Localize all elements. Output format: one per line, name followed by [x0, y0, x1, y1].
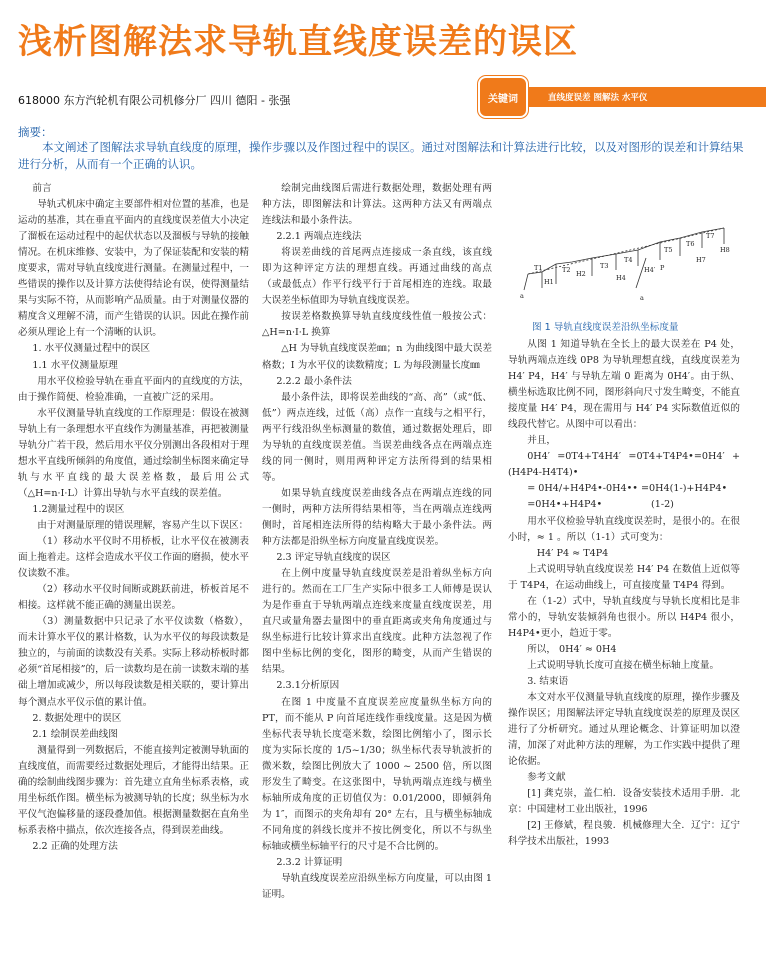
equation: H4′ P4 ≈ T4P4 [536, 547, 609, 559]
paragraph: 由于对测量原理的错误理解，容易产生以下误区： [37, 519, 249, 531]
abstract-label: 摘要： [18, 125, 53, 139]
paragraph: 上式说明导轨长度可直接在横坐标轴上度量。 [527, 659, 720, 671]
paragraph: 测量得到一列数据后，不能直接判定被测导轨面的直线度值，而需要经过数据处理后，才能得出结果。正确的绘制曲线图步骤为：首先建立直角坐标系表格，或用坐标纸作图。横坐标为被测导轨的长度；纵坐标为水平仪气泡偏移量的逐段叠加值。根据测量数据在直角坐标系表格中描点，依次连接各点，得到误差曲线。 [18, 744, 249, 836]
paragraph: （2）移动水平仪时间断或跳跃前进，桥板首尾不相接。这样就不能正确的测量出误差。 [18, 584, 249, 612]
figure-label: P [660, 264, 665, 272]
paragraph: 将误差曲线的首尾两点连接成一条直线，该直线即为这种评定方法的理想直线。再通过曲线的高点（或最低点）作平行线平行于首尾相连的连线。取最大误差坐标值即为导轨直线度误差。 [262, 247, 492, 307]
paragraph: 用水平仪检验导轨直线度误差时，是很小的。在很小时，≈ 1 。所以（1-1）式可变为： [508, 515, 740, 543]
section-heading: 2.2.2 最小条件法 [276, 375, 352, 387]
references-heading: 参考文献 [527, 772, 566, 784]
paragraph: 前言 [32, 183, 52, 194]
figure-label: H2 [576, 270, 586, 278]
abstract-text: 本文阐述了图解法求导轨直线度的原理，操作步骤以及作图过程中的误区。通过对图解法和计算法进行比较，以及对图形的误差和计算结果进行分析，从而有一个正确的认识。 [18, 140, 744, 171]
section-heading: 1.2测量过程中的误区 [32, 503, 125, 515]
figure-label: H1 [544, 278, 554, 286]
paragraph: 导轨式机床中确定主要部件相对位置的基准，也是运动的基准，其在垂直平面内的直线度误差值大小决定了溜板在运动过程中的起伏状态以及溜板与导轨的接触情况。在机床维修、安装中，为了保证装配和安装的精度要求，需对导轨直线度进行测量。在测量过程中，一些错误的操作以及计算方法使得结论有误，使得测量结果与实际不符，从而影响产品质量。由于对测量仪器的精度含义理解不清，而产生错误的认识。因此在操作前必须从理论上有一个清晰的认识。 [18, 199, 249, 339]
section-heading: 3. 结束语 [527, 675, 569, 687]
section-heading: 2.3.2 计算证明 [276, 856, 343, 868]
reference-item: [2] 王修斌，程良骏．机械修理大全．辽宁：辽宁科学技术出版社，1993 [508, 820, 740, 848]
figure-label: H8 [720, 246, 730, 254]
figure-label: a [640, 294, 644, 302]
paragraph: 从图 1 知道导轨在全长上的最大误差在 P4 处，导轨两端点连线 0P8 为导轨理想直线，直线度误差为 H4′ P4，H4′ 与导轨左端 0 距离为 0H4′。由于纵、横坐标选取比例不同，图形斜向尺寸发生畸变，不能直接度量 H4′ P4，现在需用与 H4′ P4 实际数值近似的线段代替它。从图中可以看出： [508, 339, 740, 431]
paragraph: 绘制完曲线图后需进行数据处理，数据处理有两种方法，即图解法和计算法。这两种方法又有两端点连线法和最小条件法。 [262, 183, 492, 227]
paragraph: 在上例中度量导轨直线度误差是沿着纵坐标方向进行的。然而在工厂生产实际中很多工人师傅是误认为是作垂直于导轨两端点连线来度量直线度误差，用直尺或量角器去量图中的垂直距离或夹角角度通过与纵坐标进行比较计算求出直线度。此种方法忽视了作图中坐标比例的变化，图形的畸变，从而产生错误的结果。 [262, 568, 492, 676]
paragraph: 上式说明导轨直线度误差 H4′ P4 在数值上近似等于 T4P4，在运动曲线上，可直接度量 T4P4 得到。 [508, 563, 740, 591]
figure-label: T5 [664, 246, 673, 254]
column-2 [262, 181, 492, 903]
figure-label: T6 [686, 240, 695, 248]
figure-label: a [520, 292, 524, 300]
section-heading: 2.3.1分析原因 [276, 680, 340, 692]
equation: 所以， 0H4′ ≈ 0H4 [527, 643, 617, 655]
paragraph: 按误差格数换算导轨直线度线性值一般按公式：△H=n·I·L 换算 [262, 311, 492, 339]
section-heading: 2.2 正确的处理方法 [32, 840, 118, 852]
paragraph: 水平仪测量导轨直线度的工作原理是：假设在被测导轨上有一条理想水平直线作为测量基准，再把被测量导轨分广若干段，然后用水平仪分别测出各段相对于理想水平直线所倾斜的角度值，通过绘制坐标图来确定导轨与水平直线的最大误差格数，最后用公式（△H=n·I·L）计算出导轨与水平直线的误差值。 [18, 407, 249, 499]
keyword-badge: 关键词 [478, 76, 528, 118]
equation: 0H4′ =0T4+T4H4′ =0T4+T4P4•=0H4′ +(H4P4-H4T4)• [508, 451, 740, 479]
paragraph: 本文对水平仪测量导轨直线度的原理，操作步骤及操作误区；用图解法评定导轨直线度误差的原理及误区进行了分析研究。通过从理论概念、计算证明加以澄清，加深了对此种方法的理解，为工作实践中提供了理论依据。 [508, 692, 740, 768]
equation: = 0H4/+H4P4•-0H4•• =0H4(1-)+H4P4• [527, 483, 728, 495]
figure-label: T7 [706, 232, 715, 240]
figure-label: H4′ [644, 266, 656, 274]
figure-caption: 图 1 导轨直线度误差沿纵坐标度量 [532, 322, 679, 333]
figure-label: T4 [624, 256, 633, 264]
figure-label: T1 [534, 264, 543, 272]
figure-1 [520, 222, 746, 314]
section-heading: 1.1 水平仪测量原理 [32, 359, 118, 371]
paragraph: 用水平仪检验导轨在垂直平面内的直线度的方法，由于操作简便、检验准确，一直被广泛的采用。 [18, 375, 249, 403]
figure-label: T2 [562, 266, 571, 274]
figure-label: T3 [600, 262, 609, 270]
paragraph: 并且， [527, 435, 556, 447]
figure-label: H7 [696, 256, 706, 264]
paragraph: 最小条件法，即将误差曲线的“高、高”（或“低、低”）两点连线，过低（高）点作一直线与之相平行，两平行线沿纵坐标测量的数值，通过数据处理后，即为导轨的直线度误差值。当误差曲线各点在两端点连线的同一侧时，则用两种评定方法所得到的结果相等。 [262, 391, 492, 483]
paragraph: （3）测量数据中只记录了水平仪读数（格数），而未计算水平仪的累计格数，认为水平仪的每段读数是独立的，与前面的读数没有关系。实际上移动桥板时都必须“首尾相接”的，后一读数均是在前一读数末端的基础上增加或减少，所以每段读数是相关联的，要计算出每个测点水平仪示值的累计值。 [18, 616, 249, 708]
column-3 [508, 337, 740, 851]
paragraph: 导轨直线度误差应沿纵坐标方向度量，可以由图 1 证明。 [262, 873, 492, 901]
column-1 [18, 181, 249, 855]
equation: =0H4•+H4P4• (1-2) [527, 499, 674, 511]
reference-item: [1] 龚克崇，盖仁柏．设备安装技术适用手册．北京：中国建材工业出版社，1996 [508, 788, 740, 816]
keywords: 直线度误差 图解法 水平仪 [548, 93, 648, 103]
paragraph: （1）移动水平仪时不用桥板，让水平仪在被测表面上拖着走。这样会造成水平仪工作面的磨损，使水平仪读数不准。 [18, 536, 249, 580]
section-heading: 1. 水平仪测量过程中的误区 [32, 343, 151, 355]
section-heading: 2.3 评定导轨直线度的误区 [276, 552, 391, 564]
figure-label: H4 [616, 274, 626, 282]
slant-line [524, 274, 528, 290]
endpoint-line [528, 228, 724, 274]
paragraph: 在图 1 中度量不直度误差应度量纵坐标方向的 PT，而不能从 P 向首尾连线作垂线度量。这是因为横坐标代表导轨长度毫米数，绘图比例缩小了，图示长度为实际长度的 1/5~1/30；纵坐标代表导轨波折的微米数，绘图比例放大了 1000 ~ 2500 倍，所以图形发生了畸变。在这张图中，导轨两端点连线与横坐标轴所成角度的正切值仅为：0.01/2000，即倾斜角为 1″，而图示的夹角却有 20° 左右，且与横坐标轴成不同角度的斜线长度并不按比例变化，所以不与纵坐标轴或横坐标轴平行的尺寸是不合比例的。 [262, 696, 492, 852]
author-line: 618000 东方汽轮机有限公司机修分厂 四川 德阳 - 张强 [18, 94, 291, 107]
paragraph: △H 为导轨直线度误差㎜；n 为曲线图中最大误差格数；I 为水平仪的读数精度；L 为每段测量长度㎜ [262, 343, 492, 371]
section-heading: 2.2.1 两端点连线法 [276, 231, 362, 243]
paragraph: 在（1-2）式中，导轨直线度与导轨长度相比是非常小的，导轨安装倾斜角也很小。所以 H4P4 很小，H4P4•更小，趋近于零。 [508, 595, 740, 639]
section-heading: 2.1 绘制误差曲线图 [32, 728, 118, 740]
article-title: 浅析图解法求导轨直线度误差的误区 [18, 22, 578, 62]
section-heading: 2. 数据处理中的误区 [32, 712, 122, 724]
paragraph: 如果导轨直线度误差曲线各点在两端点连线的同一侧时，两种方法所得结果相等，当在两端点连线两侧时，首尾相连法所得的结构略大于最小条件法。两种方法都是沿纵坐标方向度量直线度误差。 [262, 487, 492, 548]
